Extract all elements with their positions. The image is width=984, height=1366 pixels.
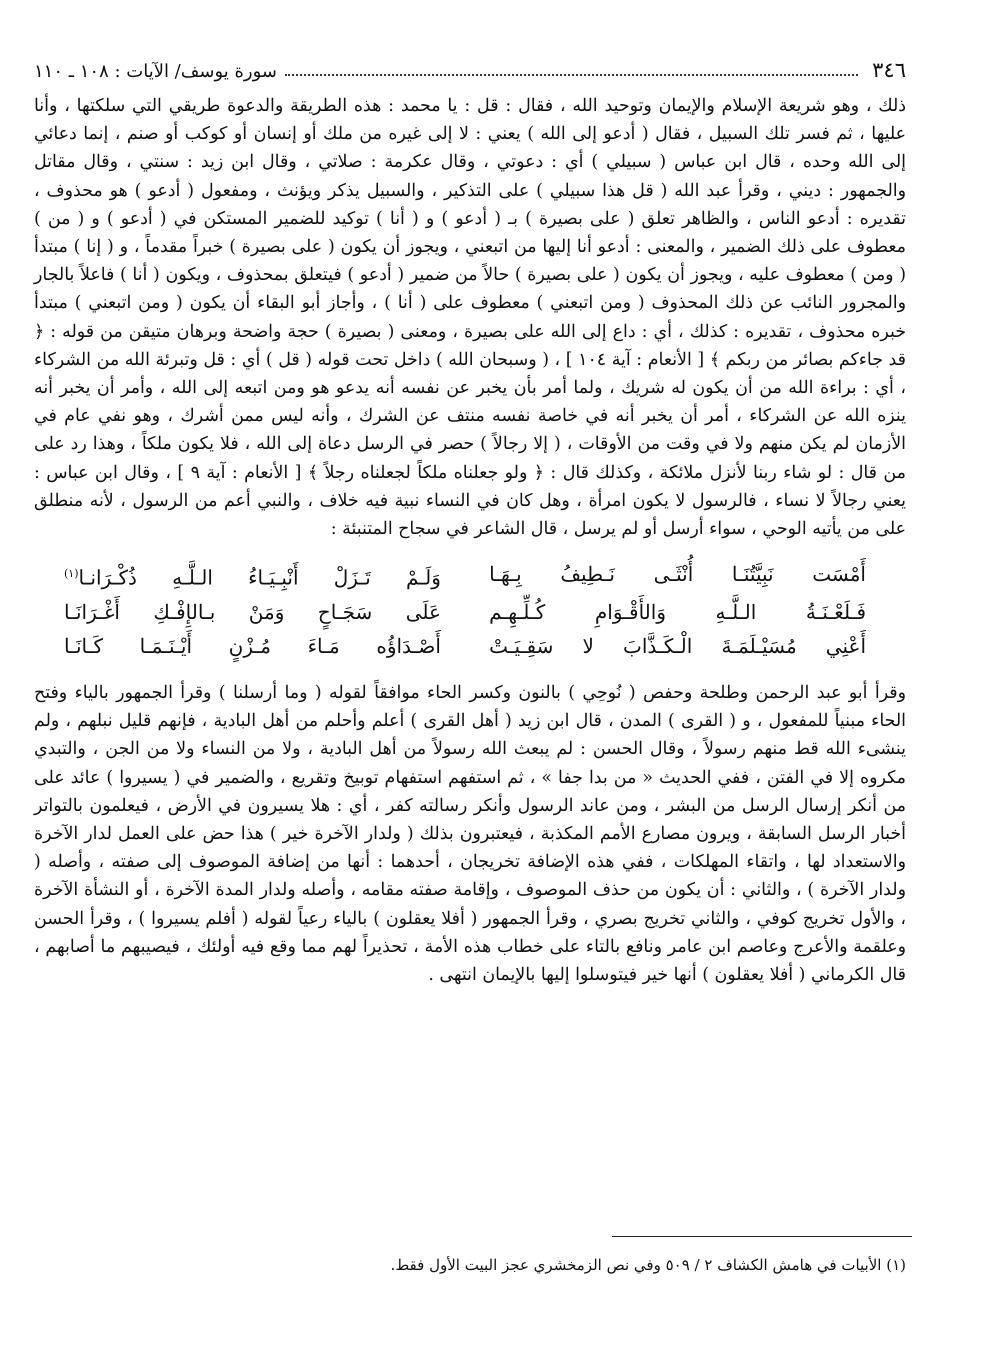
verse-second-hemistich <box>64 557 441 595</box>
running-title: سورة يوسف/ الآيات : ١٠٨ ـ ١١٠ <box>34 61 277 82</box>
verse-first-hemistich: فَـلَعْـنَـةُ الـلَّـهِ وَالأَقْـوَامِ كُـلِّـهِـم <box>489 599 866 624</box>
poem-verses <box>34 557 906 663</box>
main-text <box>34 92 906 989</box>
verse-line <box>64 595 866 629</box>
footnote: (١) الأبيات في هامش الكشاف ٢ / ٥٠٩ وفي نص الزمخشري عجز البيت الأول فقط. <box>390 1256 906 1274</box>
verse-second-hemistich: أَصْـدَاؤُه مَـاءَ مُـزْنٍ أَيْـنَـمَـا كَـانَـا <box>64 633 441 658</box>
running-header <box>34 52 906 82</box>
verse-first-hemistich: أَعْنِي مُسَيْـلَمَـةَ الْـكَـذَّابَ لا سَقِـيَـتْ <box>489 633 866 658</box>
verse-line <box>64 557 866 595</box>
page <box>34 52 906 989</box>
verse-second-hemistich: عَلَى سَجَـاحٍ وَمَنْ بـالإِفْـكِ أَغْـرَانَـا <box>64 599 441 624</box>
footnote-marker: (١) <box>64 567 79 581</box>
page-number: ٣٤٦ <box>872 58 906 82</box>
verse-line <box>64 629 866 663</box>
footnote-divider <box>612 1236 912 1237</box>
header-leader-dots <box>285 74 858 76</box>
paragraph: وقرأ أبو عبد الرحمن وطلحة وحفص ( نُوحِي ) بالنون وكسر الحاء موافقاً لقوله ( وما أرسلنا ) وقرأ الجمهور بالياء وفتح الحاء مبنياً للمفعول ، و ( القرى ) المدن ، قال ابن زيد ( أهل القرى ) أعلم وأحلم من أهل البادية ، فإنهم قليل نبلهم ، ولم ينشىء الله قط منهم رسولاً ، وقال الحسن : لم يبعث الله رسولاً من أهل البادية ، ولا من النساء ولا من الجن ، والتبدي مكروه إلا في الفتن ، ففي الحديث « من بدا جفا » ، ثم استفهم استفهام توبيخ وتقريع ، والضمير في ( يسيروا ) عائد على من أنكر إرسال الرسل من البشر ، ومن عاند الرسول وأنكر رسالته كفر ، أي : هلا يسيرون في الأرض ، فيعلمون بالتواتر أخبار الرسل السابقة ، ويرون مصارع الأمم المكذبة ، فيعتبرون بذلك ( ولدار الآخرة خير ) هذا حض على العمل لدار الآخرة والاستعداد لها ، واتقاء المهلكات ، ففي هذه الإضافة تخريجان ، أحدهما : أنها من إضافة الموصوف إلى صفته ، وأصله ( ولدار الآخرة ) ، والثاني : أن يكون من حذف الموصوف ، وإقامة صفته مقامه ، وأصله ولدار المدة الآخرة ، أو النشأة الآخرة ، والأول تخريج كوفي ، والثاني تخريج بصري ، وقرأ الجمهور ( أفلا يعقلون ) بالياء رعياً لقوله ( أفلم يسيروا ) ، وقرأ الحسن وعلقمة والأعرج وعاصم ابن عامر ونافع بالتاء على خطاب هذه الأمة ، تحذيراً لهم مما وقع فيه أولئك ، فيصيبهم ما أصابهم ، قال الكرماني ( أفلا يعقلون ) أنها خير فيتوسلوا إليها بالإيمان انتهى . <box>34 682 906 985</box>
verse-first-hemistich: أَمْسَت نَبِيَّتُنَـا أُنْثَـى نَـطِيفُ بِـهَـا <box>489 562 866 587</box>
verse-second-text: وَلَـمْ تَـزَلْ أَنْبِـيَـاءُ الـلَّـهِ ذُكْـرَانـا <box>78 565 441 590</box>
paragraph: ذلك ، وهو شريعة الإسلام والإيمان وتوحيد الله ، فقال : قل : يا محمد : هذه الطريقة والدعوة طريقي التي سلكتها ، وأنا عليها ، ثم فسر تلك السبيل ، فقال ( أدعو إلى الله ) يعني : لا إلى غيره من ملك أو إنسان أو كوكب أو صنم ، إنما دعائي إلى الله وحده ، قال ابن عباس ( سبيلي ) أي : دعوتي ، وقال عكرمة : صلاتي ، وقال ابن زيد : سنتي ، وقال مقاتل والجمهور : ديني ، وقرأ عبد الله ( قل هذا سبيلي ) على التذكير ، والسبيل يذكر ويؤنث ، ومفعول ( أدعو ) هو محذوف ، تقديره : أدعو الناس ، والظاهر تعلق ( على بصيرة ) بـ ( أدعو ) و ( أنا ) توكيد للضمير المستكن في ( أدعو ) و ( من ) معطوف على ذلك الضمير ، والمعنى : أدعو أنا إليها من اتبعني ، ويجوز أن يكون ( على بصيرة ) خبراً مقدماً ، و ( إنا ) مبتدأ ( ومن ) معطوف عليه ، ويجوز أن يكون ( على بصيرة ) حالاً من ضمير ( أدعو ) فيتعلق بمحذوف ، ويكون ( أنا ) فاعلاً بالجار والمجرور النائب عن ذلك المحذوف ( ومن اتبعني ) معطوف على ( أنا ) ، وأجاز أبو البقاء أن يكون ( ومن اتبعني ) مبتدأ خبره محذوف ، تقديره : كذلك ، أي : داع إلى الله على بصيرة ، ومعنى ( بصيرة ) حجة واضحة وبرهان متيقن من قوله : ﴿ قد جاءكم بصائر من ربكم ﴾ [ الأنعام : آية ١٠٤ ] ، ( وسبحان الله ) داخل تحت قوله ( قل ) أي : قل وتبرئة الله من الشركاء ، أي : براءة الله من أن يكون له شريك ، ولما أمر بأن يخبر عن نفسه أنه يدعو هو ومن اتبعه إلى الله ، وأمر أن يخبر أنه ينزه الله عن الشركاء ، أمر أن يخبر أنه في خاصة نفسه منتف عن الشرك ، وأنه ليس ممن أشرك ، وهو نفي عام في الأزمان لم يكن منهم ولا في وقت من الأوقات ، ( إلا رجالاً ) حصر في الرسل دعاة إلى الله ، فلا يكون ملكاً ، وهذا رد على من قال : لو شاء ربنا لأنزل ملائكة ، وكذلك قال : ﴿ ولو جعلناه ملكاً لجعلناه رجلاً ﴾ [ الأنعام : آية ٩ ] ، وقال ابن عباس : يعني رجالاً لا نساء ، فالرسول لا يكون امرأة ، وهل كان في النساء نبية فيه خلاف ، والنبي أعم من الرسول ، لأنه منطلق على من يأتيه الوحي ، سواء أرسل أو لم يرسل ، قال الشاعر في سجاح المتنبئة : <box>34 96 906 540</box>
